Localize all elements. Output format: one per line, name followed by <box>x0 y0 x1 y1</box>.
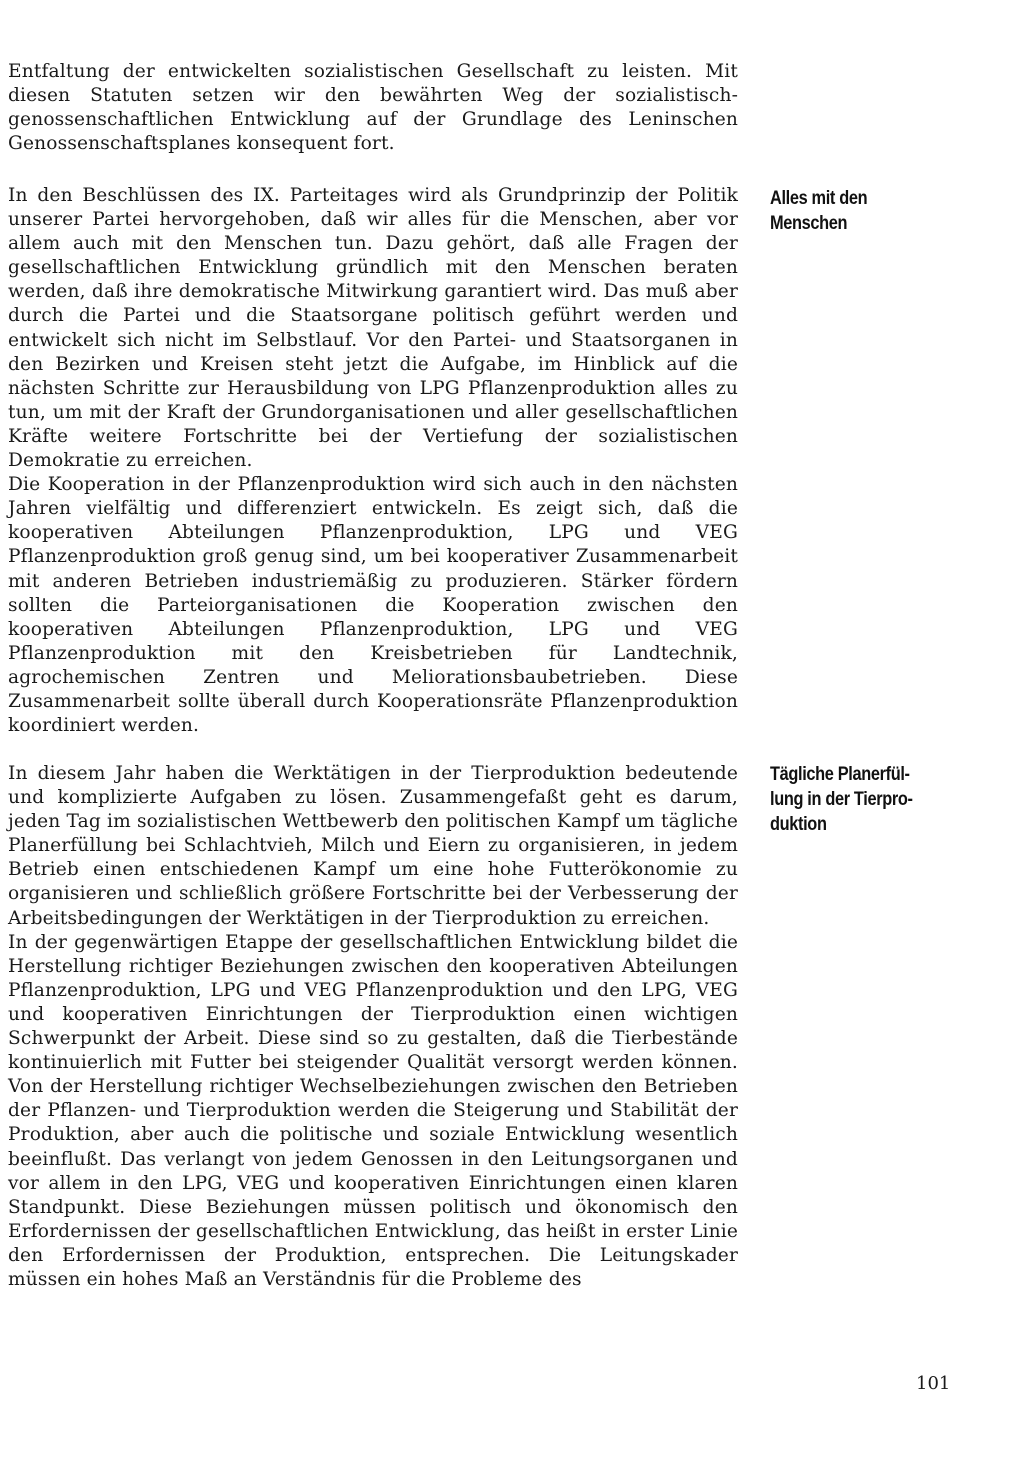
text-block-menschen <box>8 184 738 738</box>
paragraph: In diesem Jahr haben die Werktätigen in der Tierproduktion bedeutende und komplizierte Aufgaben zu lösen. Zusammengefaßt geht es darum, jeden Tag im sozialistischen Wettbewerb den politischen Kampf um tägliche Planerfüllung bei Schlachtvieh, Milch und Eiern zu organisieren, in jedem Betrieb einen entschiedenen Kampf um eine hohe Futterökonomie zu organisieren und schließlich größere Fortschritte bei der Verbesserung der Arbeitsbedingungen der Werktätigen in der Tierproduktion zu erreichen. <box>8 763 738 929</box>
paragraph: In den Beschlüssen des IX. Parteitages wird als Grundprinzip der Politik unserer Partei hervorgehoben, daß wir alles für die Menschen, aber vor allem auch mit den Menschen tun. Dazu gehört, daß alle Fragen der gesellschaftlichen Entwicklung gründlich mit den Menschen beraten werden, daß ihre demokratische Mitwirkung garantiert wird. Das muß aber durch die Partei und die Staatsorgane politisch geführt werden und entwickelt sich nicht im Selbstlauf. Vor den Partei- und Staatsorganen in den Bezirken und Kreisen steht jetzt die Aufgabe, im Hinblick auf die nächsten Schritte zur Herausbildung von LPG Pflanzenproduktion alles zu tun, um mit der Kraft der Grundorganisationen und aller gesellschaftlichen Kräfte weitere Fortschritte bei der Vertiefung der sozialistischen Demokratie zu erreichen. <box>8 185 738 472</box>
page-number: 101 <box>916 1373 951 1394</box>
margin-note-line: Tägliche Planerfül- <box>770 764 910 785</box>
margin-note-line: lung in der Tierpro- <box>770 789 913 810</box>
margin-note-menschen <box>770 186 942 236</box>
margin-note-line: duktion <box>770 814 827 835</box>
text-block-tierproduktion <box>8 762 738 1292</box>
paragraph: In der gegenwärtigen Etappe der gesellschaftlichen Entwicklung bildet die Herstellung richtiger Beziehungen zwischen den kooperativen Abteilungen Pflanzenproduktion, LPG und VEG Pflanzenproduktion und den LPG, VEG und kooperativen Einrichtungen der Tierproduktion einen wichtigen Schwerpunkt der Arbeit. Diese sind so zu gestalten, daß die Tierbestände kontinuierlich mit Futter bei steigender Qualität versorgt werden können. Von der Herstellung richtiger Wechselbeziehungen zwischen den Betrieben der Pflanzen- und Tierproduktion werden die Steigerung und Stabilität der Produktion, aber auch die politische und soziale Entwicklung wesentlich beeinflußt. Das verlangt von jedem Genossen in den Leitungsorganen und vor allem in den LPG, VEG und kooperativen Einrichtungen einen klaren Standpunkt. Diese Beziehungen müssen politisch und ökonomisch den Erfordernissen der gesellschaftlichen Entwicklung, das heißt in erster Linie den Erfordernissen der Produktion, entsprechen. Die Leitungskader müssen ein hohes Maß an Verständnis für die Probleme des <box>8 931 738 1290</box>
paragraph: Die Kooperation in der Pflanzenproduktion wird sich auch in den nächsten Jahren vielfältig und differenziert entwickeln. Es zeigt sich, daß die kooperativen Abteilungen Pflanzenproduktion, LPG und VEG Pflanzenproduktion groß genug sind, um bei kooperativer Zusammenarbeit mit anderen Betrieben industriemäßig zu produzieren. Stärker fördern sollten die Parteiorganisationen die Kooperation zwischen den kooperativen Abteilungen Pflanzenproduktion, LPG und VEG Pflanzenproduktion mit den Kreisbetrieben für Landtechnik, agrochemischen Zentren und Meliorationsbaubetrieben. Diese Zusammenarbeit sollte überall durch Kooperationsräte Pflanzenproduktion koordiniert werden. <box>8 474 738 737</box>
margin-note-line: Menschen <box>770 213 848 234</box>
paragraph: Entfaltung der entwickelten sozialistischen Gesellschaft zu leisten. Mit diesen Statuten setzen wir den bewährten Weg der sozialistisch-genossenschaftlichen Entwicklung auf der Grundlage des Leninschen Genossenschaftsplanes konsequent fort. <box>8 61 738 155</box>
margin-note-line: Alles mit den <box>770 188 868 209</box>
text-block-intro <box>8 60 738 156</box>
margin-note-planerfuellung <box>770 762 942 837</box>
